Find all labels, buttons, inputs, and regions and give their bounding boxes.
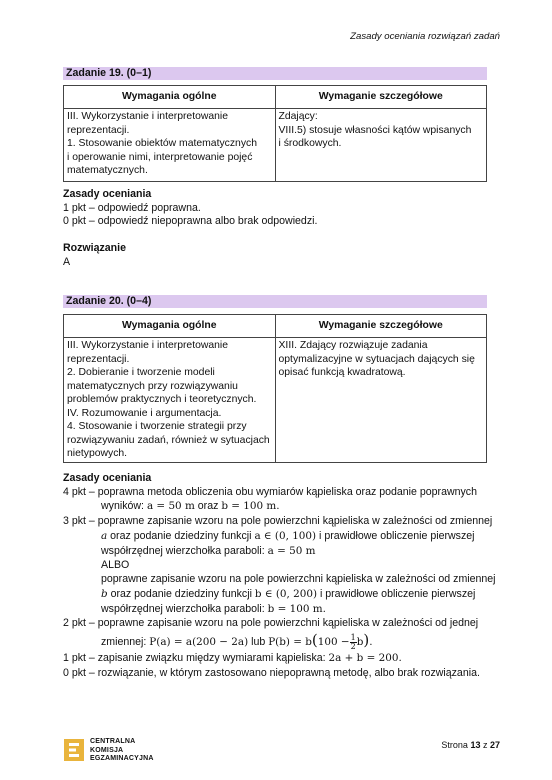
formula-p-of-a: P(a) = a(200 − 2a) xyxy=(149,636,249,648)
domain-a: a ∈ (0, 100) xyxy=(254,530,317,542)
general-requirements-cell xyxy=(64,338,276,463)
req-line: IV. Rozumowanie i argumentacja. xyxy=(67,407,222,419)
task-20-title: Zadanie 20. (0–4) xyxy=(63,295,487,308)
albo-separator: ALBO xyxy=(101,559,130,571)
req-line: rozwiązywaniu zadań, również w sytuacjach xyxy=(67,434,270,446)
math-a-result: a = 50 m xyxy=(146,500,195,512)
specific-requirements-cell xyxy=(275,109,487,182)
scoring-line: 0 pkt – odpowiedź niepoprawna albo brak odpowiedzi. xyxy=(63,215,318,227)
scoring-4pt-line2: wyników: a = 50 m oraz b = 100 m. xyxy=(101,500,280,512)
org-name: CENTRALNA KOMISJA EGZAMINACYJNA xyxy=(90,738,154,762)
task-19-solution: A xyxy=(63,256,71,268)
domain-b: b ∈ (0, 200) xyxy=(254,588,317,600)
req-line: 4. Stosowanie i tworzenie strategii przy xyxy=(67,421,247,432)
scoring-1pt: 1 pkt – zapisanie związku między wymiarami kąpieliska: 2a + b = 200. xyxy=(63,652,402,664)
req-line: III. Wykorzystanie i interpretowanie xyxy=(67,111,229,122)
req-line: XIII. Zdający rozwiązuje zadania xyxy=(278,340,428,351)
req-line: reprezentacji. xyxy=(67,124,130,136)
task-20-requirements-table xyxy=(63,314,487,463)
scoring-3pt-alt-line2: b oraz podanie dziedziny funkcji b ∈ (0, 200) i prawidłowe obliczenie pierwszej xyxy=(101,588,476,600)
task-19-scoring-title: Zasady oceniania xyxy=(63,188,152,200)
col-specific-header: Wymaganie szczegółowe xyxy=(275,86,487,109)
req-line: problemów praktycznych i teoretycznych. xyxy=(67,394,257,405)
col-specific-header: Wymaganie szczegółowe xyxy=(275,315,487,338)
math-b-result: b = 100 m. xyxy=(221,500,280,512)
vertex-b: b = 100 m. xyxy=(267,603,326,615)
req-line: i środkowych. xyxy=(278,138,342,149)
req-line: VIII.5) stosuje własności kątów wpisanych xyxy=(278,124,472,136)
relation-formula: 2a + b = 200. xyxy=(328,652,402,664)
specific-requirements-cell xyxy=(275,338,487,463)
fraction-one-half: $\frac{1}{2}$ xyxy=(350,632,356,651)
paren-close: ) xyxy=(363,631,370,649)
req-line: reprezentacji. xyxy=(67,353,130,365)
col-general-header: Wymagania ogólne xyxy=(64,86,276,109)
scoring-3pt-line1: 3 pkt – poprawne zapisanie wzoru na pole powierzchni kąpieliska w zależności od zmiennej xyxy=(63,515,493,527)
req-line: III. Wykorzystanie i interpretowanie xyxy=(67,340,229,351)
scoring-4pt-line1: 4 pkt – poprawna metoda obliczenia obu wymiarów kąpieliska oraz podanie poprawnych xyxy=(63,486,477,498)
formula-p-of-b: P(b) = b(100 − $\frac{1}{2}$ b). xyxy=(268,631,373,651)
req-line: matematycznych przy rozwiązywaniu xyxy=(67,380,238,392)
scoring-3pt-line2: a oraz podanie dziedziny funkcji a ∈ (0, 100) i prawidłowe obliczenie pierwszej xyxy=(101,530,475,542)
scoring-2pt-line1: 2 pkt – poprawne zapisanie wzoru na pole powierzchni kąpieliska w zależności od jednej xyxy=(63,617,479,629)
scoring-2pt-line2: zmiennej: P(a) = a(200 − 2a) lub P(b) = b(100 − $\frac{1}{2}$ b). xyxy=(101,631,373,651)
scoring-3pt-alt-line3: współrzędnej wierzchołka paraboli: b = 100 m. xyxy=(101,603,326,615)
req-line: Zdający: xyxy=(278,111,318,122)
cke-logo-icon xyxy=(64,739,84,761)
scoring-0pt: 0 pkt – rozwiązanie, w którym zastosowano niepoprawną metodę, albo brak rozwiązania. xyxy=(63,667,480,679)
col-general-header: Wymagania ogólne xyxy=(64,315,276,338)
paren-open: ( xyxy=(311,631,318,649)
req-line: i operowanie nimi, interpretowanie pojęć xyxy=(67,151,253,163)
req-line: 2. Dobieranie i tworzenie modeli xyxy=(67,367,215,378)
task-19-title: Zadanie 19. (0–1) xyxy=(63,67,487,80)
task-20-scoring-title: Zasady oceniania xyxy=(63,472,152,484)
task-19-solution-title: Rozwiązanie xyxy=(63,242,126,254)
req-line: opisać funkcją kwadratową. xyxy=(278,367,406,378)
vertex-a: a = 50 m xyxy=(267,545,316,557)
req-line: matematycznych. xyxy=(67,165,148,176)
task-19-requirements-table xyxy=(63,85,487,182)
scoring-3pt-line3: współrzędnej wierzchołka paraboli: a = 50 m xyxy=(101,545,316,557)
scoring-3pt-alt-line1: poprawne zapisanie wzoru na pole powierzchni kąpieliska w zależności od zmiennej xyxy=(101,573,496,585)
header-title: Zasady oceniania rozwiązań zadań xyxy=(350,31,500,42)
page-number: Strona 13 z 27 xyxy=(441,740,500,750)
req-line: 1. Stosowanie obiektów matematycznych xyxy=(67,138,258,149)
req-line: optymalizacyjne w sytuacjach dających się xyxy=(278,353,475,365)
scoring-line: 1 pkt – odpowiedź poprawna. xyxy=(63,202,201,214)
general-requirements-cell xyxy=(64,109,276,182)
req-line: nietypowych. xyxy=(67,448,128,459)
